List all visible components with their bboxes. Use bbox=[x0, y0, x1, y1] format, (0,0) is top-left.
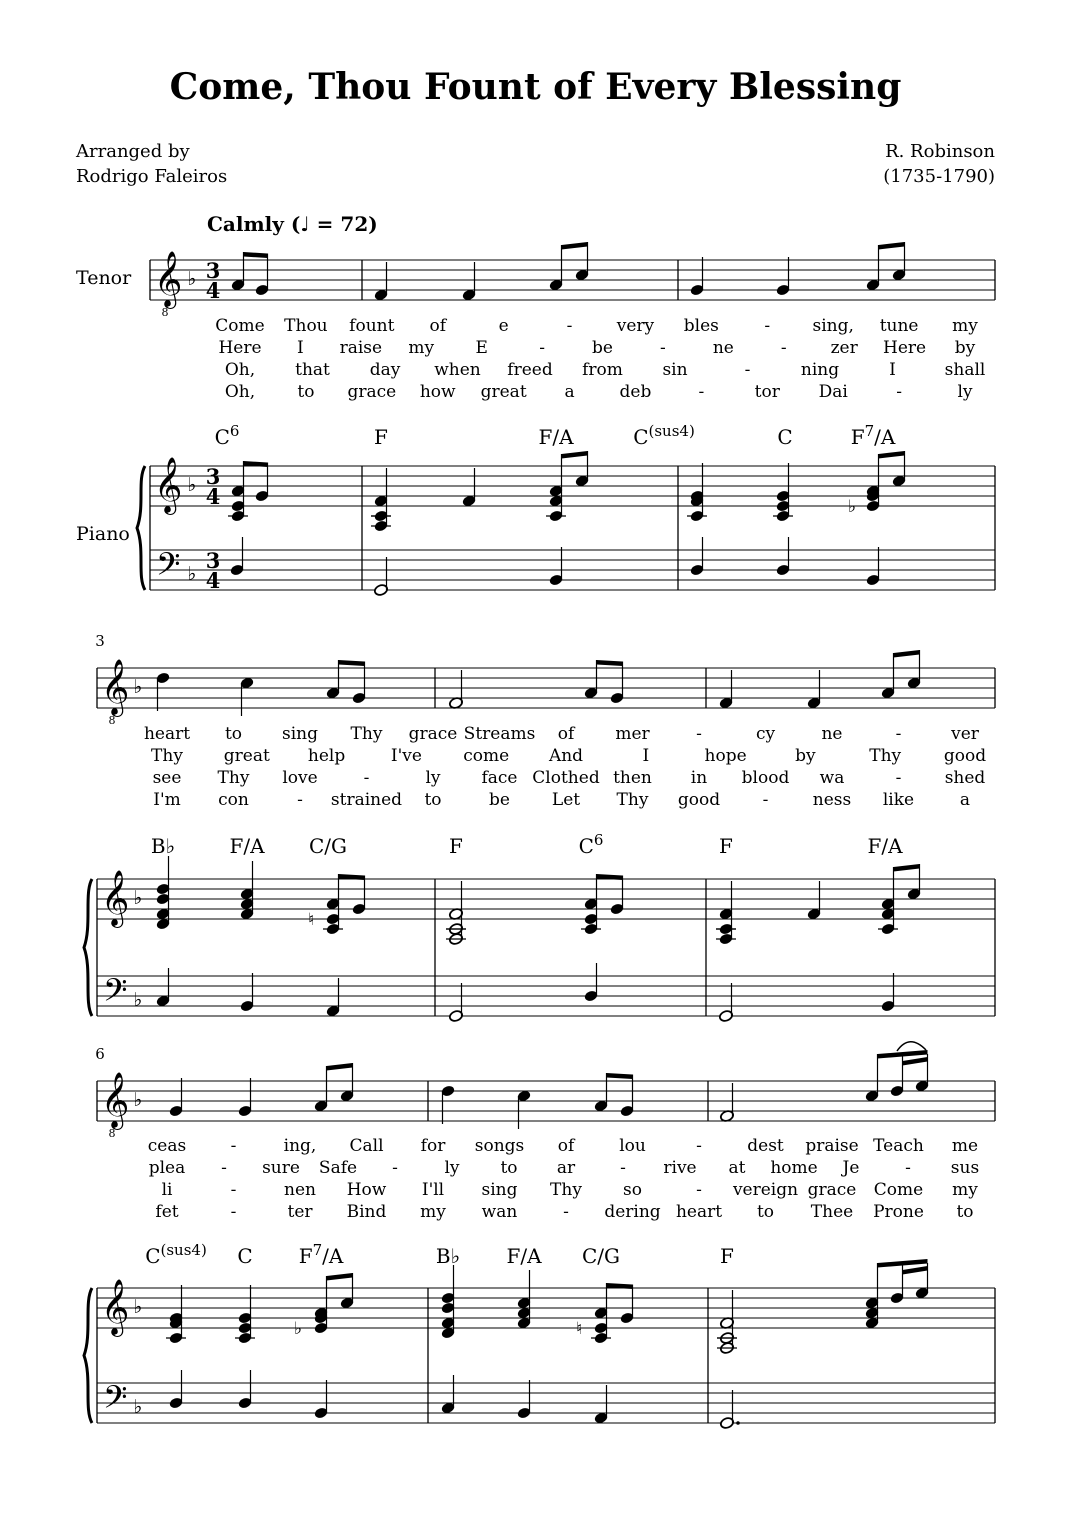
chord-symbol: B♭ bbox=[150, 834, 176, 858]
lyric-syllable: fount bbox=[349, 316, 395, 336]
lyric-syllable: sus bbox=[950, 1158, 980, 1178]
slur bbox=[897, 1042, 926, 1051]
lyric-syllable: bles bbox=[683, 316, 719, 336]
lyric-syllable: fet bbox=[155, 1202, 179, 1222]
lyric-syllable: nen bbox=[284, 1180, 316, 1200]
lyric-syllable: Thy bbox=[869, 746, 902, 766]
lyric-syllable: by bbox=[795, 746, 816, 766]
note-beam bbox=[244, 252, 268, 258]
time-signature-bottom: 4 bbox=[205, 568, 221, 593]
lyric-syllable: How bbox=[346, 1180, 387, 1200]
accidental-flat-icon: ♭ bbox=[293, 1319, 303, 1339]
time-signature-bottom: 4 bbox=[205, 278, 221, 303]
lyric-syllable: e bbox=[498, 316, 509, 336]
lyric-syllable: sing bbox=[282, 724, 318, 744]
piano-lh-staff bbox=[150, 550, 995, 590]
lyric-syllable: Come bbox=[215, 316, 265, 336]
lyric-syllable: Safe bbox=[318, 1158, 358, 1178]
lyric-hyphen: - bbox=[698, 382, 705, 402]
octave-eight-mark: 8 bbox=[108, 714, 116, 727]
lyric-hyphen: - bbox=[895, 724, 902, 744]
lyric-syllable: praise bbox=[805, 1136, 859, 1156]
chord-symbol: $C^{(sus4)}$ bbox=[633, 422, 695, 449]
lyric-syllable: Oh, bbox=[224, 382, 256, 402]
lyric-syllable: Teach bbox=[873, 1136, 924, 1156]
lyric-syllable: by bbox=[954, 338, 976, 358]
lyric-syllable: Thee bbox=[810, 1202, 854, 1222]
lyric-syllable: ne bbox=[821, 724, 843, 744]
accidental-natural-icon: ♮ bbox=[307, 910, 315, 930]
chord-symbol: C/G bbox=[581, 1244, 621, 1268]
lyric-syllable: to bbox=[224, 724, 243, 744]
octave-eight-mark: 8 bbox=[161, 306, 169, 319]
lyric-hyphen: - bbox=[762, 790, 769, 810]
lyric-syllable: my bbox=[420, 1202, 446, 1222]
lyric-hyphen: - bbox=[392, 1158, 398, 1178]
piano-brace-icon bbox=[84, 1288, 92, 1423]
lyric-syllable: Come bbox=[873, 1180, 924, 1200]
lyric-syllable: Thy bbox=[550, 1180, 582, 1200]
note-beam bbox=[894, 864, 920, 872]
tempo-marking: Calmly (♩ = 72) bbox=[207, 212, 378, 236]
lyric-syllable: very bbox=[616, 316, 655, 336]
lyric-syllable: vereign bbox=[732, 1180, 799, 1200]
bass-clef-icon: 𝄢 bbox=[103, 1379, 128, 1423]
piece-title: Come, Thou Fount of Every Blessing bbox=[169, 66, 902, 108]
instrument-label-piano: Piano bbox=[76, 523, 130, 545]
lyric-syllable: ly bbox=[957, 382, 973, 402]
dot bbox=[736, 1421, 740, 1425]
lyric-syllable: me bbox=[951, 1136, 979, 1156]
time-signature-bottom: 4 bbox=[205, 484, 221, 509]
piano-brace-icon bbox=[84, 879, 92, 1016]
lyric-syllable: Prone bbox=[873, 1202, 924, 1222]
tenor-staff bbox=[97, 1081, 995, 1121]
measure-number: 3 bbox=[95, 632, 105, 650]
lyric-syllable: I bbox=[297, 338, 304, 358]
lyric-syllable: lou bbox=[619, 1136, 646, 1156]
note-beam bbox=[903, 1266, 928, 1275]
time-signature-top: 3 bbox=[205, 464, 221, 489]
lyric-syllable: at bbox=[728, 1158, 746, 1178]
lyric-syllable: hope bbox=[704, 746, 747, 766]
lyric-syllable: Thy bbox=[616, 790, 649, 810]
treble-clef-icon: 𝄞 bbox=[101, 870, 130, 926]
lyric-syllable: to bbox=[956, 1202, 974, 1222]
key-flat-icon: ♭ bbox=[133, 676, 143, 698]
lyric-syllable: of bbox=[557, 1136, 575, 1156]
lyric-syllable: I bbox=[889, 360, 896, 380]
key-flat-icon: ♭ bbox=[133, 887, 143, 909]
chord-symbol: $C^6$ bbox=[214, 422, 240, 449]
lyric-syllable: Streams bbox=[463, 724, 536, 744]
lyric-syllable: ness bbox=[812, 790, 852, 810]
lyric-hyphen: - bbox=[696, 1180, 702, 1200]
lyric-hyphen: - bbox=[660, 338, 666, 358]
instrument-label-tenor: Tenor bbox=[76, 267, 132, 289]
lyric-syllable: I'm bbox=[153, 790, 181, 810]
note-beam bbox=[597, 660, 623, 666]
lyric-syllable: Thy bbox=[151, 746, 183, 766]
lyric-hyphen: - bbox=[221, 1158, 227, 1178]
lyric-hyphen: - bbox=[230, 1136, 237, 1156]
bass-clef-icon: 𝄢 bbox=[103, 972, 128, 1016]
lyric-syllable: sin bbox=[662, 360, 688, 380]
lyric-syllable: Dai bbox=[818, 382, 848, 402]
lyric-syllable: to bbox=[756, 1202, 775, 1222]
lyric-syllable: strained bbox=[330, 790, 403, 810]
lyric-syllable: cy bbox=[755, 724, 776, 744]
lyric-syllable: see bbox=[152, 768, 182, 788]
lyric-syllable: tune bbox=[879, 316, 919, 336]
accidental-flat-icon: ♭ bbox=[847, 497, 857, 517]
lyric-syllable: tor bbox=[754, 382, 780, 402]
lyric-syllable: Let bbox=[551, 790, 581, 810]
bass-clef-icon: 𝄢 bbox=[156, 546, 181, 590]
lyric-syllable: help bbox=[307, 746, 346, 766]
lyric-hyphen: - bbox=[744, 360, 751, 380]
lyric-syllable: Call bbox=[349, 1136, 384, 1156]
lyric-syllable: Thou bbox=[284, 316, 328, 336]
lyric-syllable: songs bbox=[474, 1136, 525, 1156]
chord-symbol: C bbox=[237, 1244, 253, 1268]
lyric-hyphen: - bbox=[764, 316, 771, 336]
note-beam bbox=[562, 242, 588, 250]
lyric-hyphen: - bbox=[896, 382, 902, 402]
treble-clef-icon: 𝄞 bbox=[101, 1279, 130, 1335]
lyric-syllable: good bbox=[677, 790, 721, 810]
lyric-hyphen: - bbox=[297, 790, 303, 810]
lyric-syllable: wa bbox=[819, 768, 845, 788]
lyric-hyphen: - bbox=[895, 768, 902, 788]
lyric-syllable: ing, bbox=[283, 1136, 317, 1156]
lyric-syllable: of bbox=[557, 724, 575, 744]
note-beam bbox=[879, 451, 905, 459]
note-beam bbox=[607, 1073, 633, 1079]
lyric-hyphen: - bbox=[230, 1202, 237, 1222]
lyric-syllable: ly bbox=[444, 1158, 460, 1178]
chord-symbol: $F^7/A$ bbox=[298, 1241, 344, 1268]
chord-symbol: F/A bbox=[229, 834, 265, 858]
lyric-hyphen: - bbox=[539, 338, 545, 358]
treble-clef-icon: 𝄞 bbox=[101, 659, 130, 715]
lyric-syllable: Bind bbox=[346, 1202, 387, 1222]
lyric-syllable: ver bbox=[951, 724, 979, 744]
lyric-hyphen: - bbox=[696, 724, 702, 744]
note-beam bbox=[903, 1057, 928, 1066]
lyric-syllable: blood bbox=[741, 768, 790, 788]
lyric-syllable: grace bbox=[347, 382, 397, 402]
lyric-syllable: E bbox=[475, 338, 488, 358]
piano-lh-staff bbox=[97, 976, 995, 1016]
lyric-syllable: my bbox=[952, 316, 978, 336]
lyric-hyphen: - bbox=[363, 768, 370, 788]
piano-lh-staff bbox=[97, 1383, 995, 1423]
lyric-syllable: that bbox=[295, 360, 330, 380]
lyric-syllable: shall bbox=[944, 360, 986, 380]
chord-symbol: $C^{(sus4)}$ bbox=[145, 1241, 207, 1268]
lyric-syllable: li bbox=[161, 1180, 173, 1200]
lyric-syllable: I'll bbox=[421, 1180, 445, 1200]
key-flat-icon: ♭ bbox=[187, 268, 197, 290]
lyric-syllable: be bbox=[592, 338, 613, 358]
lyric-syllable: ter bbox=[287, 1202, 313, 1222]
lyric-syllable: to bbox=[424, 790, 442, 810]
tenor-staff bbox=[97, 668, 995, 708]
time-signature-top: 3 bbox=[205, 548, 221, 573]
chord-symbol: C bbox=[777, 425, 793, 449]
lyric-syllable: wan bbox=[481, 1202, 518, 1222]
lyric-syllable: And bbox=[548, 746, 584, 766]
measure-number: 6 bbox=[95, 1045, 105, 1063]
lyric-syllable: Oh, bbox=[224, 360, 256, 380]
chord-symbol: B♭ bbox=[435, 1244, 461, 1268]
time-signature-top: 3 bbox=[205, 258, 221, 283]
lyric-syllable: grace bbox=[807, 1180, 857, 1200]
chord-symbol: $C^6$ bbox=[578, 831, 604, 858]
lyric-syllable: ar bbox=[556, 1158, 576, 1178]
chord-symbol: F bbox=[449, 834, 463, 858]
lyric-syllable: like bbox=[882, 790, 915, 810]
note-beam bbox=[327, 1273, 353, 1281]
lyric-hyphen: - bbox=[780, 338, 787, 358]
treble-clef-icon: 𝄞 bbox=[154, 251, 183, 307]
lyric-syllable: my bbox=[952, 1180, 978, 1200]
chord-symbol: F/A bbox=[506, 1244, 542, 1268]
lyric-syllable: when bbox=[434, 360, 481, 380]
octave-eight-mark: 8 bbox=[108, 1127, 116, 1140]
accidental-natural-icon: ♮ bbox=[575, 1319, 583, 1339]
chord-symbol: F bbox=[719, 834, 733, 858]
lyric-syllable: in bbox=[690, 768, 708, 788]
lyric-syllable: raise bbox=[339, 338, 383, 358]
arranger-name: Rodrigo Faleiros bbox=[76, 166, 228, 187]
lyric-syllable: Thy bbox=[217, 768, 250, 788]
note-beam bbox=[327, 1063, 353, 1071]
lyric-hyphen: - bbox=[905, 1158, 911, 1178]
lyric-syllable: ceas bbox=[147, 1136, 187, 1156]
note-beam bbox=[562, 451, 588, 459]
lyric-syllable: a bbox=[564, 382, 575, 402]
chord-symbol: $F^7/A$ bbox=[850, 422, 896, 449]
key-flat-icon: ♭ bbox=[133, 1296, 143, 1318]
lyric-syllable: Je bbox=[842, 1158, 860, 1178]
key-flat-icon: ♭ bbox=[133, 989, 143, 1011]
piano-rh-staff bbox=[97, 879, 995, 919]
lyric-syllable: a bbox=[959, 790, 971, 810]
arranger-label: Arranged by bbox=[76, 141, 190, 162]
lyric-syllable: plea bbox=[148, 1158, 186, 1178]
lyric-syllable: so bbox=[623, 1180, 642, 1200]
lyric-syllable: Here bbox=[218, 338, 262, 358]
lyric-syllable: deb bbox=[619, 382, 652, 402]
piano-rh-staff bbox=[150, 466, 995, 506]
lyric-syllable: face bbox=[481, 768, 518, 788]
lyric-syllable: shed bbox=[944, 768, 986, 788]
lyric-hyphen: - bbox=[230, 1180, 237, 1200]
lyric-syllable: rive bbox=[663, 1158, 697, 1178]
lyric-syllable: dest bbox=[747, 1136, 784, 1156]
lyric-syllable: to bbox=[297, 382, 315, 402]
lyric-syllable: come bbox=[463, 746, 510, 766]
lyric-syllable: I've bbox=[390, 746, 422, 766]
lyric-syllable: to bbox=[500, 1158, 518, 1178]
key-flat-icon: ♭ bbox=[133, 1089, 143, 1111]
composer-name: R. Robinson bbox=[885, 141, 995, 162]
lyric-syllable: love bbox=[282, 768, 318, 788]
lyric-syllable: freed bbox=[507, 360, 553, 380]
lyric-hyphen: - bbox=[563, 1202, 569, 1222]
key-flat-icon: ♭ bbox=[187, 474, 197, 496]
lyric-syllable: ning bbox=[800, 360, 840, 380]
chord-symbol: F bbox=[374, 425, 388, 449]
lyric-hyphen: - bbox=[696, 1136, 702, 1156]
lyric-syllable: then bbox=[613, 768, 652, 788]
lyric-syllable: great bbox=[223, 746, 270, 766]
note-beam bbox=[894, 650, 920, 658]
lyric-syllable: home bbox=[770, 1158, 818, 1178]
lyric-syllable: sure bbox=[262, 1158, 300, 1178]
treble-clef-icon: 𝄞 bbox=[154, 457, 183, 513]
lyric-syllable: my bbox=[408, 338, 435, 358]
lyric-syllable: Clothed bbox=[532, 768, 600, 788]
lyric-syllable: be bbox=[489, 790, 510, 810]
lyric-syllable: ne bbox=[712, 338, 734, 358]
chord-symbol: C/G bbox=[308, 834, 348, 858]
lyric-syllable: mer bbox=[615, 724, 650, 744]
lyric-syllable: ly bbox=[425, 768, 441, 788]
lyric-syllable: dering bbox=[604, 1202, 661, 1222]
lyric-syllable: heart bbox=[675, 1202, 723, 1222]
lyric-syllable: from bbox=[582, 360, 623, 380]
lyric-syllable: zer bbox=[830, 338, 858, 358]
lyric-syllable: Thy bbox=[350, 724, 383, 744]
note-beam bbox=[879, 242, 905, 250]
chord-symbol: F/A bbox=[538, 425, 574, 449]
lyric-hyphen: - bbox=[620, 1158, 626, 1178]
chord-symbol: F/A bbox=[867, 834, 903, 858]
composer-dates: (1735-1790) bbox=[883, 166, 995, 187]
lyric-syllable: grace bbox=[408, 724, 458, 744]
lyric-syllable: con bbox=[218, 790, 249, 810]
tenor-staff bbox=[150, 260, 995, 300]
lyric-syllable: sing, bbox=[812, 316, 854, 336]
lyric-syllable: of bbox=[429, 316, 446, 336]
lyric-hyphen: - bbox=[566, 316, 573, 336]
lyric-syllable: for bbox=[420, 1136, 446, 1156]
lyric-syllable: Here bbox=[883, 338, 927, 358]
lyric-syllable: sing bbox=[481, 1180, 518, 1200]
lyric-syllable: heart bbox=[143, 724, 191, 744]
lyric-syllable: day bbox=[369, 360, 401, 380]
note-beam bbox=[339, 660, 365, 666]
piano-brace-icon bbox=[137, 466, 145, 590]
chord-symbol: F bbox=[720, 1244, 734, 1268]
piano-rh-staff bbox=[97, 1288, 995, 1328]
key-flat-icon: ♭ bbox=[133, 1396, 143, 1418]
lyric-syllable: how bbox=[419, 382, 456, 402]
key-flat-icon: ♭ bbox=[187, 563, 197, 585]
lyric-syllable: great bbox=[480, 382, 527, 402]
treble-clef-icon: 𝄞 bbox=[101, 1072, 130, 1128]
lyric-syllable: I bbox=[642, 746, 650, 766]
lyric-syllable: good bbox=[943, 746, 987, 766]
